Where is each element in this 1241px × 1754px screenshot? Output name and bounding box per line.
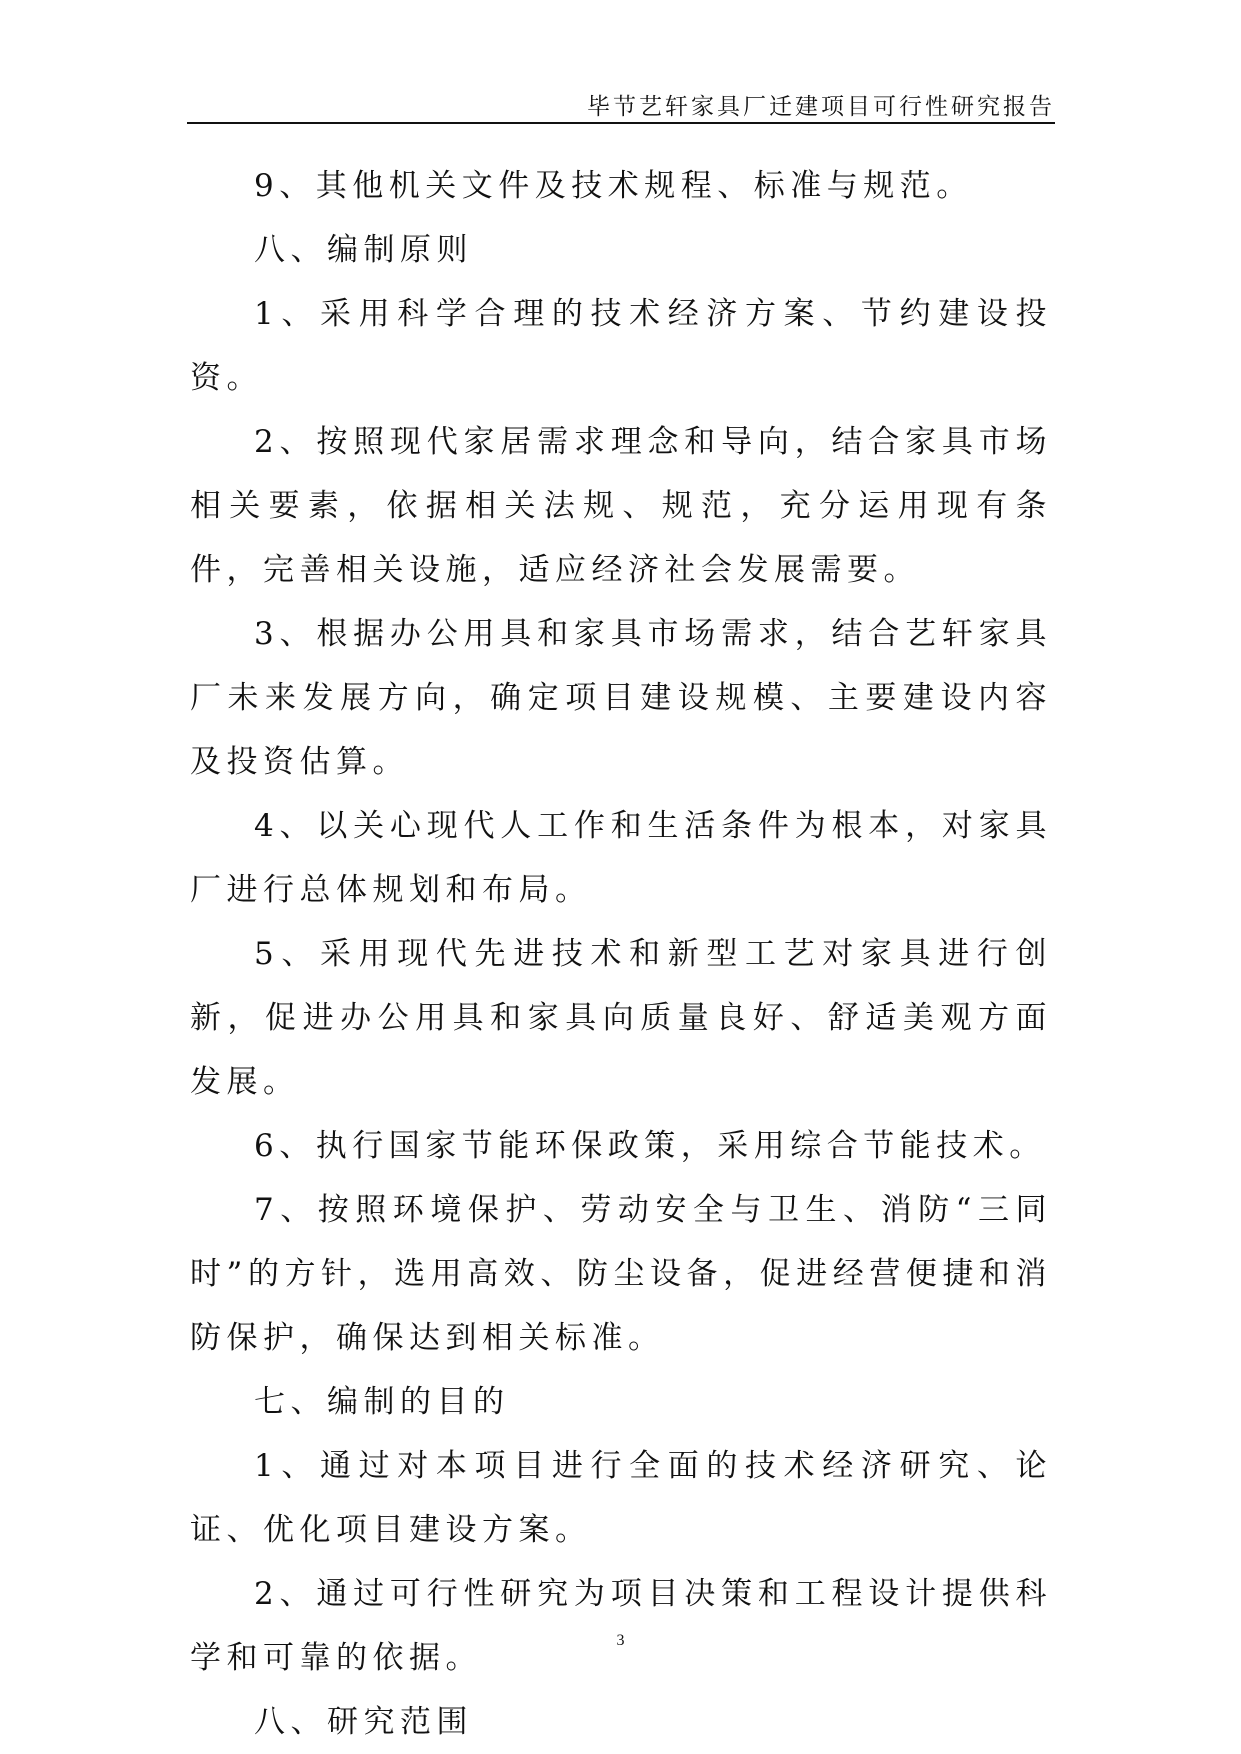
section-heading: 七、编制的目的 [254,1384,510,1420]
paragraph: 5、采用现代先进技术和新型工艺对家具进行创新，促进办公用具和家具向质量良好、舒适美观方面发展。 [190,936,1052,1100]
paragraph: 4、以关心现代人工作和生活条件为根本，对家具厂进行总体规划和布局。 [190,808,1052,908]
paragraph: 2、通过可行性研究为项目决策和工程设计提供科学和可靠的依据。 [190,1576,1052,1676]
paragraph: 7、按照环境保护、劳动安全与卫生、消防“三同时”的方针，选用高效、防尘设备，促进经营便捷和消防保护，确保达到相关标准。 [190,1192,1052,1356]
paragraph: 1、通过对本项目进行全面的技术经济研究、论证、优化项目建设方案。 [190,1448,1052,1548]
header-rule [187,122,1055,124]
paragraph: 1、采用科学合理的技术经济方案、节约建设投资。 [190,296,1052,396]
section-heading: 八、编制原则 [254,232,473,268]
running-header: 毕节艺轩家具厂迁建项目可行性研究报告 [587,94,1055,120]
body-text [190,154,1052,1754]
paragraph: 2、按照现代家居需求理念和导向，结合家具市场相关要素，依据相关法规、规范，充分运用现有条件，完善相关设施，适应经济社会发展需要。 [190,424,1052,588]
paragraph: 3、根据办公用具和家具市场需求，结合艺轩家具厂未来发展方向，确定项目建设规模、主要建设内容及投资估算。 [190,616,1052,780]
paragraph: 9、其他机关文件及技术规程、标准与规范。 [254,168,973,204]
paragraph: 6、执行国家节能环保政策，采用综合节能技术。 [254,1128,1046,1164]
page-number: 3 [616,1632,625,1649]
section-heading: 八、研究范围 [254,1704,473,1740]
